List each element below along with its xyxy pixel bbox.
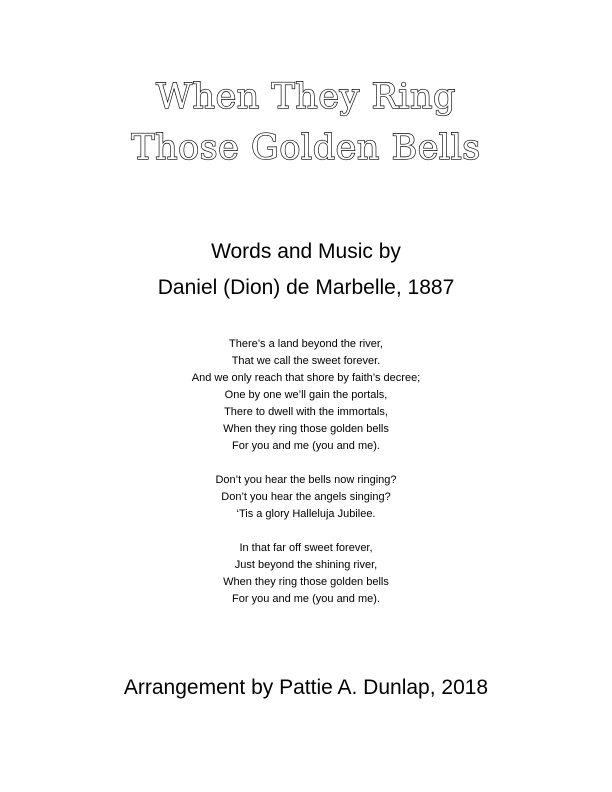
lyric-line: ‘Tis a glory Halleluja Jubilee. [236,508,376,520]
title-line-2: Those Golden Bells [131,128,481,168]
lyric-line: Don’t you hear the angels singing? [221,491,391,503]
lyric-line: For you and me (you and me). [232,593,380,605]
lyrics-block [0,336,612,625]
lyric-line: When they ring those golden bells [223,423,389,435]
arrangement-credit: Arrangement by Pattie A. Dunlap, 2018 [123,676,489,699]
stanza-2 [0,472,612,523]
title-line-1: When They Ring [156,77,456,117]
lyric-line: And we only reach that shore by faith’s decree; [191,372,421,384]
lyric-line: In that far off sweet forever, [239,542,373,554]
credits-heading: Words and Music by [211,240,401,263]
lyric-line: When they ring those golden bells [223,576,389,588]
stanza-3 [0,540,612,608]
lyric-line: For you and me (you and me). [232,440,380,452]
lyric-line: There’s a land beyond the river, [229,338,383,350]
lyric-line: There to dwell with the immortals, [224,406,388,418]
lyric-line: One by one we’ll gain the portals, [224,389,388,401]
lyric-line: That we call the sweet forever. [231,355,381,367]
lyric-line: Just beyond the shining river, [234,559,378,571]
composer-credit: Daniel (Dion) de Marbelle, 1887 [157,276,455,299]
lyric-line: Don’t you hear the bells now ringing? [215,474,397,486]
stanza-1 [0,336,612,455]
